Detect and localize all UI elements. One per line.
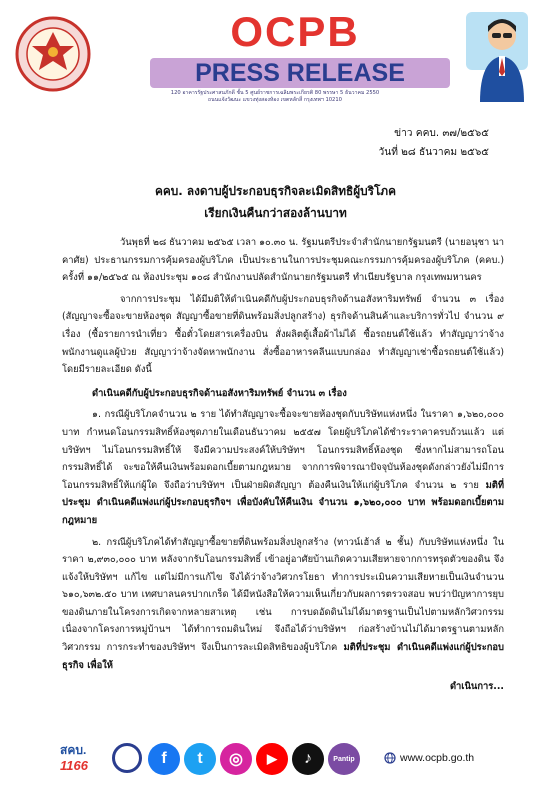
globe-icon	[384, 752, 396, 764]
news-date: วันที่ ๒๘ ธันวาคม ๒๕๖๕	[378, 147, 489, 158]
item-2	[62, 534, 504, 675]
address-line-2: ถนนแจ้งวัฒนะ แขวงทุ่งสองห้อง เขตหลักสี่ กรุงเทพฯ 10210	[208, 97, 342, 103]
website-link[interactable]: www.ocpb.go.th	[400, 752, 475, 764]
paragraph-summary: จากการประชุม ได้มีมติให้ดำเนินคดีกับผู้ประกอบธุรกิจด้านอสังหาริมทรัพย์ จำนวน ๓ เรื่อง (สัญญาจะซื้อจะขายห้องชุด สัญญาซื้อขายที่ดินพร้อมสิ่งปลูกสร้าง) ธุรกิจด้านสินค้าและบริการทั่วไป จำนวน ๙ เรื่อง (ซื้อรายการนำเที่ยว ซื้อตั๋วโดยสารเครื่องบิน สั่งผลิตตู้เสื้อผ้าไม่ได้ ซื้อรถยนต์ใช้แล้ว ทำสัญญาว่าจ้างพนักงานดูแลผู้ป่วย สัญญาว่าจ้างจัดหาพนักงาน สั่งซื้ออาหารคลีนแบบกล่อง ทำสัญญาเช่าซื้อรถยนต์ใช้แล้ว) โดยมีรายละเอียด ดังนี้	[62, 293, 504, 376]
ocpb-logo-icon[interactable]	[112, 743, 142, 773]
article-body	[62, 234, 504, 700]
address-line-1: 120 อาคารรัฐประศาสนภักดี ชั้น 5 ศูนย์ราชการเฉลิมพระเกียรติ 80 พรรษา 5 ธันวาคม 2550	[170, 90, 380, 96]
news-number: ข่าว คคบ. ๓๗/๒๕๖๕	[394, 128, 489, 139]
continued-marker: ดำเนินการ...	[449, 681, 504, 693]
hotline-label: สคบ.	[60, 743, 87, 757]
twitter-icon[interactable]: t	[184, 743, 216, 775]
tiktok-icon[interactable]: ♪	[292, 743, 324, 775]
headline-line-1: คคบ. ลงดาบผู้ประกอบธุรกิจละเมิดสิทธิผู้บริโภค	[155, 184, 396, 198]
social-footer	[60, 740, 520, 780]
headline-line-2: เรียกเงินคืนกว่าสองล้านบาท	[204, 206, 347, 220]
address-block	[90, 90, 460, 104]
item-2-resolution: มติที่ประชุม ดำเนินคดีแพ่งแก่ผู้ประกอบธุรกิจ เพื่อให้	[62, 642, 504, 671]
hotline-number: 1166	[60, 758, 88, 773]
section-heading: ดำเนินคดีกับผู้ประกอบธุรกิจด้านอสังหาริมทรัพย์ จำนวน ๓ เรื่อง	[92, 387, 347, 399]
brand-title: OCPB	[230, 8, 360, 55]
pantip-icon[interactable]	[328, 743, 360, 775]
item-1-resolution: มติที่ประชุม ดำเนินคดีแพ่งแก่ผู้ประกอบธุรกิจฯ เพื่อบังคับให้คืนเงิน จำนวน ๑,๖๒๐,๐๐๐ บาท พร้อมดอกเบี้ยตามกฎหมาย	[62, 479, 505, 526]
press-release-header	[0, 0, 551, 110]
youtube-icon[interactable]: ▶	[256, 743, 288, 775]
mascot-character-icon	[462, 4, 542, 104]
hotline-badge[interactable]	[60, 742, 108, 776]
garuda-emblem-icon	[14, 6, 92, 102]
item-1-text: ๑. กรณีผู้บริโภคจำนวน ๒ ราย ได้ทำสัญญาจะซื้อจะขายห้องชุดกับบริษัทแห่งหนึ่ง ในราคา ๑,๖๒๐,๐๐๐ บาท กำหนดโอนกรรมสิทธิ์ห้องชุดภายในเดือนธันวาคม ๒๕๕๗ โดยผู้บริโภคได้ชำระราคาครบถ้วนแล้ว แต่บริษัทฯ ไม่โอนกรรมสิทธิ์ให้ จึงมีความประสงค์ให้บริษัทฯ โอนกรรมสิทธิ์ห้องชุด ซึ่งหากไม่สามารถโอนกรรมสิทธิ์ได้ จะขอให้คืนเงินพร้อมดอกเบี้ยตามกฎหมาย จากการพิจารณาปัจจุบันห้องชุดดังกล่าวยังไม่มีการโอนกรรมสิทธิ์ให้แก่ผู้ใด จึงถือว่าบริษัทฯ เป็นฝ่ายผิดสัญญา ต้องคืนเงินให้แก่ผู้บริโภค จำนวน ๒ ราย	[62, 409, 504, 491]
item-1	[62, 406, 504, 529]
instagram-icon[interactable]: ◎	[220, 743, 252, 775]
headline	[0, 180, 551, 224]
paragraph-intro: วันพุธที่ ๒๘ ธันวาคม ๒๕๖๕ เวลา ๑๐.๓๐ น. รัฐมนตรีประจำสำนักนายกรัฐมนตรี (นายอนุชา นาคาศัย) ประธานกรรมการคุ้มครองผู้บริโภค เป็นประธานในการประชุมคณะกรรมการคุ้มครองผู้บริโภค (คคบ.) ครั้งที่ ๑๑/๒๕๖๕ ณ ห้องประชุม ๑๐๘ สำนักงานปลัดสำนักนายกรัฐมนตรี ทำเนียบรัฐบาล กรุงเทพมหานคร	[62, 237, 504, 284]
item-2-text: ๒. กรณีผู้บริโภคได้ทำสัญญาซื้อขายที่ดินพร้อมสิ่งปลูกสร้าง (ทาวน์เฮ้าส์ ๒ ชั้น) กับบริษัทแห่งหนึ่ง ในราคา ๒,๙๓๐,๐๐๐ บาท หลังจากรับโอนกรรมสิทธิ์ เข้าอยู่อาศัยบ้านเกิดความเสียหายจากการทรุดตัวของดิน จึงแจ้งให้บริษัทฯ แก้ไข แต่ไม่มีการแก้ไข จึงได้ว่าจ้างวิศวกรโยธา ทำการประเมินความเสียหายเป็นเงินจำนวน ๖๑๐,๖๓๒.๕๐ บาท เทศบาลนครปากเกร็ด ได้มีหนังสือให้ความเห็นเกี่ยวกับผลการตรวจสอบ พบว่าปัญหาการยุบของดินภายในโครงการเกิดจากหลายสาเหตุ เช่น การบดอัดดินไม่ได้มาตรฐานเป็นไปตามหลักวิศวกรรม เนื่องจากโครงการหมู่บ้านฯ ได้ทำการถมดินใหม่ จึงถือได้ว่าบริษัทฯ ก่อสร้างบ้านไม่ได้มาตรฐานตามหลักวิศวกรรม การกระทำของบริษัทฯ จึงเป็นการละเมิดสิทธิของผู้บริโภค	[62, 536, 504, 654]
news-meta	[379, 124, 489, 162]
pantip-label: Pantip	[333, 755, 355, 763]
facebook-icon[interactable]: f	[148, 743, 180, 775]
press-release-title: PRESS RELEASE	[195, 59, 405, 87]
